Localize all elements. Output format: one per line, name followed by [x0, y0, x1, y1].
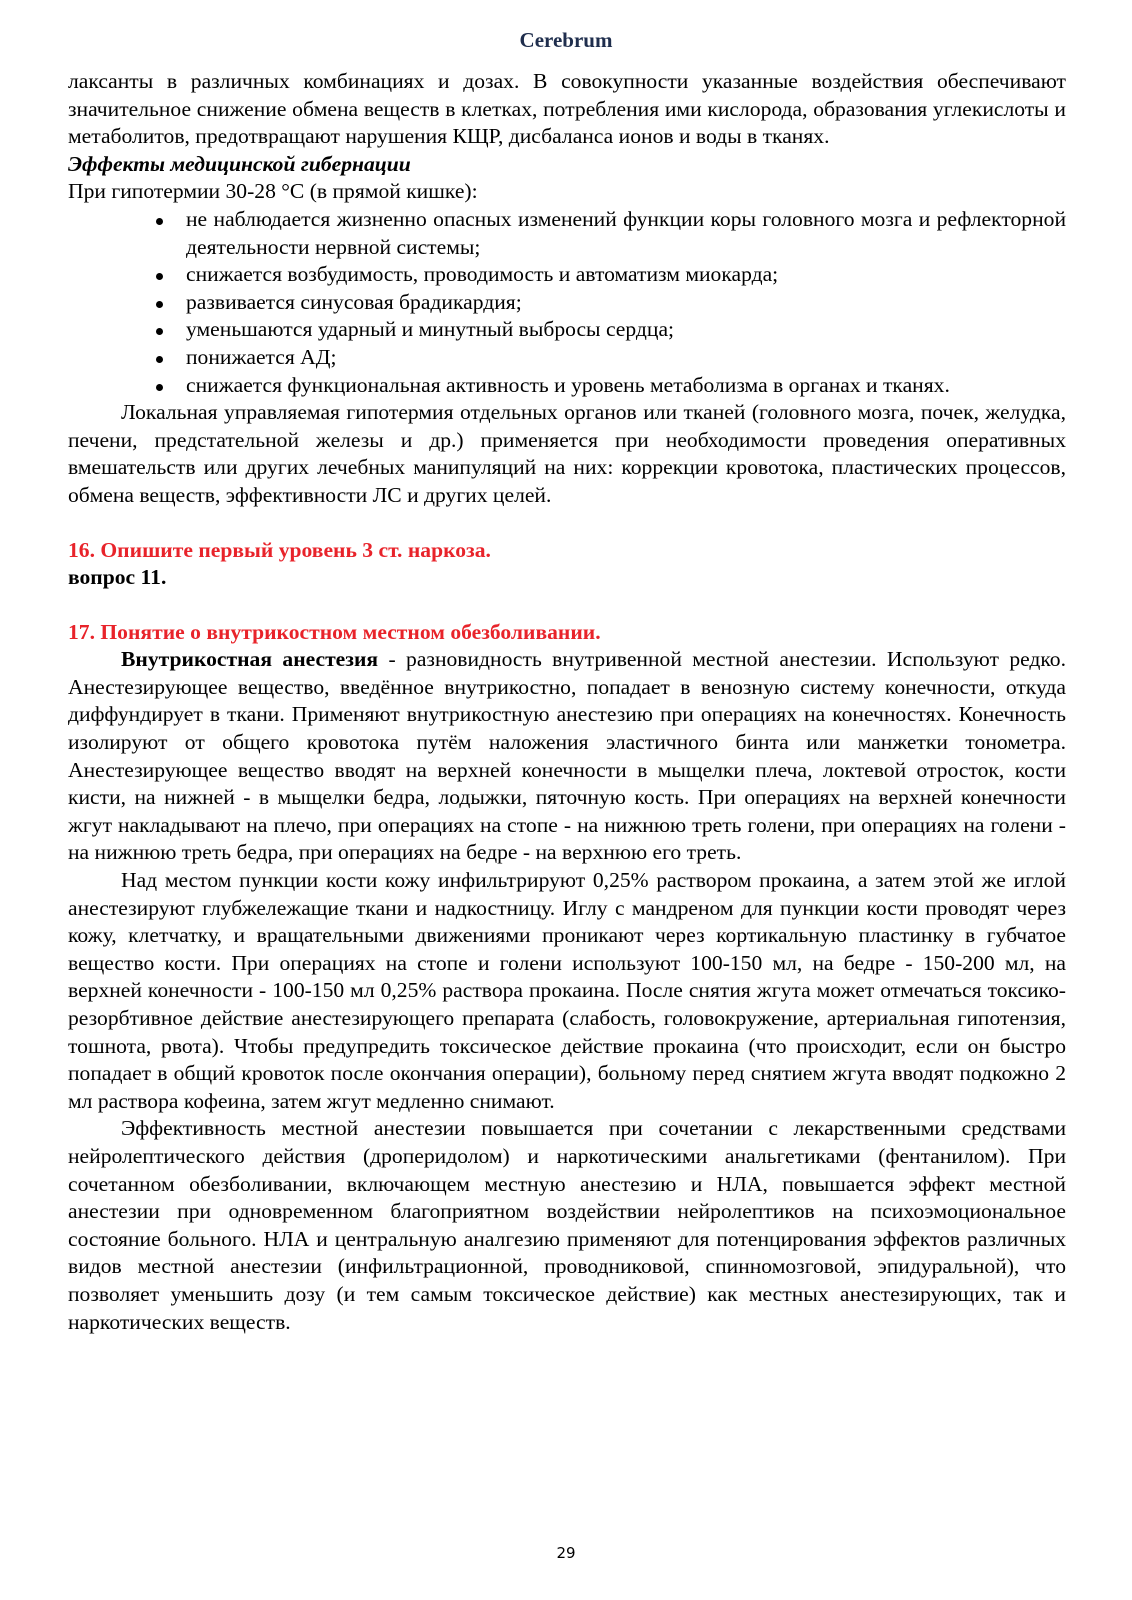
spacer — [68, 592, 1066, 619]
hibernation-effects-list — [68, 206, 1066, 399]
list-item — [186, 344, 1066, 372]
list-item — [186, 289, 1066, 317]
hibernation-lead: При гипотермии 30-28 °С (в прямой кишке): — [68, 179, 478, 204]
bullet-icon — [156, 356, 163, 363]
defined-term: Внутрикостная анестезия — [121, 647, 379, 672]
bullet-icon — [156, 218, 163, 225]
intraosseous-definition-paragraph — [68, 646, 1066, 867]
puncture-technique-paragraph: Над местом пункции кости кожу инфильтрируют 0,25% раствором прокаина, а затем этой же иглой анестезируют глубжележащие ткани и надкостницу. Иглу с мандреном для пункции кости проводят через кожу, клетчатку, и вращательными движениями проникают через кортикальную пластинку в губчатое вещество кости. При операциях на стопе и голени используют 100-150 мл, на бедре - 150-200 мл, на верхней конечности - 100-150 мл 0,25% раствора прокаина. После снятия жгута может отмечаться токсико-резорбтивное действие анестезирующего препарата (слабость, головокружение, артериальная гипотензия, тошнота, рвота). Чтобы предупредить токсическое действие прокаина (что происходит, если он быстро попадает в общий кровоток после окончания операции), больному перед снятием жгута вводят подкожно 2 мл раствора кофеина, затем жгут медленно снимают. — [68, 868, 1066, 1113]
list-item-text: не наблюдается жизненно опасных изменений функции коры головного мозга и рефлекторной деятельности нервной системы; — [186, 206, 1066, 259]
page-number: 29 — [556, 1544, 576, 1562]
bullet-icon — [156, 384, 163, 391]
question-16-title: 16. Опишите первый уровень 3 ст. наркоза. — [68, 537, 491, 562]
list-item-text: снижается функциональная активность и уровень метаболизма в органах и тканях. — [186, 372, 950, 397]
bullet-icon — [156, 301, 163, 308]
list-item — [186, 206, 1066, 261]
combined-anesthesia-paragraph: Эффективность местной анестезии повышается при сочетании с лекарственными средствами нейролептического действия (дроперидолом) и наркотическими анальгетиками (фентанилом). При сочетанном обезболивании, включающем местную анестезию и НЛА, повышается эффект местной анестезии при одновременном благоприятном воздействии нейролептиков на психоэмоциональное состояние больного. НЛА и центральную аналгезию применяют для потенцирования эффектов различных видов местной анестезии (инфильтрационной, проводниковой, спинномозговой, эпидуральной), что позволяет уменьшить дозу (и тем самым токсическое действие) как местных анестезирующих, так и наркотических веществ. — [68, 1116, 1066, 1334]
page-body — [68, 68, 1066, 1336]
bullet-icon — [156, 328, 163, 335]
definition-text: - разновидность внутривенной местной анестезии. Используют редко. Анестезирующее вещество, введённое внутрикостно, попадает в венозную систему конечности, откуда диффундирует в ткани. Применяют внутрикостную анестезию при операциях на конечностях. Конечность изолируют от общего кровотока путём наложения эластичного бинта или манжетки тонометра. Анестезирующее вещество вводят на верхней конечности в мыщелки плеча, локтевой отросток, кости кисти, на нижней - в мыщелки бедра, лодыжки, пяточную кость. При операциях на верхней конечности жгут накладывают на плечо, при операциях на стопе - на нижнюю треть голени, при операциях на голени - на нижнюю треть бедра, при операциях на бедре - на верхнюю его треть. — [68, 647, 1066, 865]
list-item-text: уменьшаются ударный и минутный выбросы сердца; — [186, 317, 675, 342]
intro-paragraph: лаксанты в различных комбинациях и дозах. В совокупности указанные воздействия обеспечивают значительное снижение обмена веществ в клетках, потребления ими кислорода, образования углекислоты и метаболитов, предотвращают нарушения КЩР, дисбаланса ионов и воды в тканях. — [68, 69, 1066, 149]
bullet-icon — [156, 273, 163, 280]
list-item — [186, 372, 1066, 400]
list-item-text: понижается АД; — [186, 344, 337, 369]
running-header: Cerebrum — [519, 28, 613, 52]
list-item-text: развивается синусовая брадикардия; — [186, 289, 522, 314]
question-17-title: 17. Понятие о внутрикостном местном обезболивании. — [68, 619, 601, 644]
list-item-text: снижается возбудимость, проводимость и автоматизм миокарда; — [186, 262, 779, 287]
list-item — [186, 316, 1066, 344]
list-item — [186, 261, 1066, 289]
hibernation-subheading: Эффекты медицинской гибернации — [68, 151, 411, 176]
spacer — [68, 510, 1066, 537]
question-16-answer: вопрос 11. — [68, 565, 167, 590]
local-hypothermia-paragraph: Локальная управляемая гипотермия отдельных органов или тканей (головного мозга, почек, желудка, печени, предстательной железы и др.) применяется при необходимости проведения оперативных вмешательств или других лечебных манипуляций на них: коррекции кровотока, пластических процессов, обмена веществ, эффективности ЛС и других целей. — [68, 400, 1066, 507]
